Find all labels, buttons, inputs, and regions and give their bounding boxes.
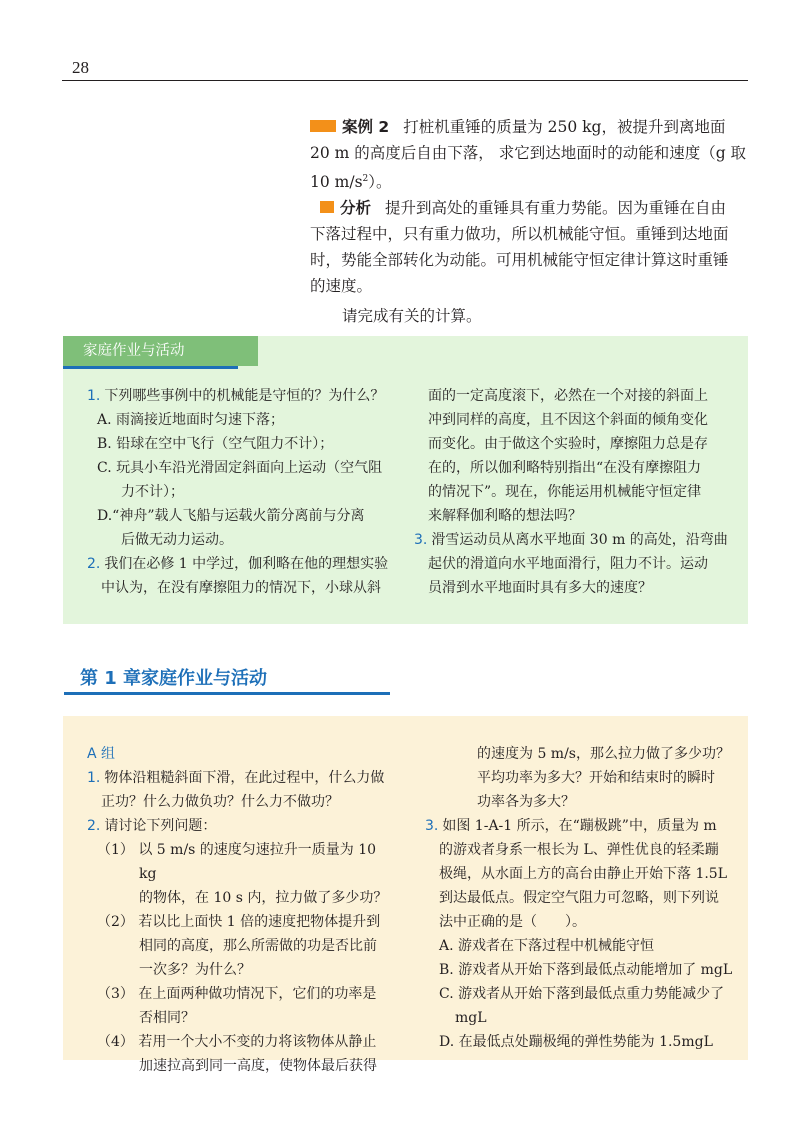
question-2-cont: 冲到同样的高度，且不因这个斜面的倾角变化 xyxy=(428,412,708,428)
example-text-3: 10 m/s xyxy=(310,173,363,192)
question-3-cont: 的游戏者身系一根长为 L、弹性优良的轻柔蹦 xyxy=(439,842,719,858)
example-line-3 xyxy=(310,166,750,195)
orange-bar-icon xyxy=(310,120,336,132)
question-3-cont: 法中正确的是（ ）。 xyxy=(439,914,586,930)
question-1 xyxy=(87,384,407,408)
question-3 xyxy=(425,814,735,838)
sub-question-3-cont: 否相同？ xyxy=(139,1010,195,1026)
sub-question-2-cont: 相同的高度，那么所需做的功是否比前 xyxy=(139,938,377,954)
analysis-text-3: 时，势能全部转化为动能。可用机械能守恒定律计算这时重锤 xyxy=(310,251,729,270)
question-2 xyxy=(87,552,407,576)
question-number: 1. xyxy=(87,770,101,786)
page-number: 28 xyxy=(72,58,89,77)
question-2-cont: 的情况下”。现在，你能运用机械能守恒定律 xyxy=(428,484,702,500)
option-b: B. 铅球在空中飞行（空气阻力不计）； xyxy=(97,436,334,452)
option-b: B. 游戏者从开始下落到最低点动能增加了 mgL xyxy=(439,962,733,978)
sub-question-4-cont: 平均功率为多大？开始和结束时的瞬时 xyxy=(477,770,715,786)
home-activity-box xyxy=(63,336,748,624)
option-c-cont: 力不计）； xyxy=(121,484,184,500)
question-text: 我们在必修 1 中学过，伽利略在他的理想实验 xyxy=(104,556,389,572)
question-2-cont: 来解释伽利略的想法吗？ xyxy=(428,508,582,524)
analysis-text-4: 的速度。 xyxy=(310,277,373,296)
analysis-line-1 xyxy=(310,195,750,221)
question-2-cont: 在的，所以伽利略特别指出“在没有摩擦阻力 xyxy=(428,460,702,476)
example-text-1: 打桩机重锤的质量为 250 kg，被提升到离地面 xyxy=(403,118,726,136)
chapter-section-title: 第 1 章家庭作业与活动 xyxy=(80,668,268,689)
question-3 xyxy=(414,528,733,552)
question-2-cont: 而变化。由于做这个实验时，摩擦阻力总是存 xyxy=(428,436,708,452)
chapter-section-rule xyxy=(64,692,390,695)
sub-question-2-cont: 一次多？为什么？ xyxy=(139,962,251,978)
question-number: 1. xyxy=(87,388,101,404)
question-number: 2. xyxy=(87,556,101,572)
exponent: 2 xyxy=(362,174,369,184)
home-activity-right-column xyxy=(414,384,733,600)
option-d: D. 在最低点处蹦极绳的弹性势能为 1.5mgL xyxy=(439,1034,713,1050)
analysis-tag: 分析 xyxy=(340,199,372,218)
sub-question-1: （1） 以 5 m/s 的速度匀速拉升一质量为 10 kg xyxy=(97,842,377,882)
question-number: 3. xyxy=(414,532,428,548)
chapter-left-column xyxy=(87,742,397,1078)
instruction: 请完成有关的计算。 xyxy=(342,307,482,326)
question-3-cont: 极绳，从水面上方的高台由静止开始下落 1.5L xyxy=(439,866,728,882)
question-1-cont: 正功？什么力做负功？什么力不做功？ xyxy=(101,794,339,810)
question-3-cont: 员滑到水平地面时具有多大的速度？ xyxy=(428,580,652,596)
question-text: 如图 1-A-1 所示，在“蹦极跳”中，质量为 m xyxy=(442,818,717,834)
option-a: A. 雨滴接近地面时匀速下落； xyxy=(97,412,285,428)
sub-question-3: （3） 在上面两种做功情况下，它们的功率是 xyxy=(97,986,377,1002)
question-1 xyxy=(87,766,397,790)
question-text: 请讨论下列问题： xyxy=(104,818,217,834)
sub-question-4-cont: 的速度为 5 m/s，那么拉力做了多少功？ xyxy=(477,746,730,762)
header-rule xyxy=(62,80,748,81)
home-activity-left-column xyxy=(87,384,407,600)
group-label: A 组 xyxy=(87,746,116,762)
example-line-1 xyxy=(310,114,750,140)
option-c: C. 游戏者从开始下落到最低点重力势能减少了 xyxy=(439,986,725,1002)
question-number: 2. xyxy=(87,818,101,834)
example-tag: 案例 2 xyxy=(342,118,390,136)
question-3-cont: 到达最低点。假定空气阻力可忽略，则下列说 xyxy=(439,890,719,906)
chapter-right-column xyxy=(425,742,735,1054)
example-text-3-end: ）。 xyxy=(368,173,392,192)
question-text: 滑雪运动员从离水平地面 30 m 的高处，沿弯曲 xyxy=(431,532,728,548)
chapter-exercises-box xyxy=(63,716,748,1074)
option-c: C. 玩具小车沿光滑固定斜面向上运动（空气阻 xyxy=(97,460,383,476)
sub-question-4-cont: 加速拉高到同一高度，使物体最后获得 xyxy=(139,1058,377,1074)
option-a: A. 游戏者在下落过程中机械能守恒 xyxy=(439,938,655,954)
sub-question-1-cont: 的物体，在 10 s 内，拉力做了多少功？ xyxy=(139,890,388,906)
question-2-cont: 中认为，在没有摩擦阻力的情况下，小球从斜 xyxy=(101,580,381,596)
analysis-text-1: 提升到高处的重锤具有重力势能。因为重锤在自由 xyxy=(385,199,727,218)
option-d: D.“神舟”载人飞船与运载火箭分离前与分离 xyxy=(97,508,365,524)
question-3-cont: 起伏的滑道向水平地面滑行，阻力不计。运动 xyxy=(428,556,708,572)
analysis-text-2: 下落过程中，只有重力做功，所以机械能守恒。重锤到达地面 xyxy=(310,225,729,244)
question-text: 物体沿粗糙斜面下滑，在此过程中，什么力做 xyxy=(104,770,385,786)
orange-square-icon xyxy=(320,201,334,213)
sub-question-2: （2） 若以比上面快 1 倍的速度把物体提升到 xyxy=(97,914,381,930)
question-text: 下列哪些事例中的机械能是守恒的？为什么？ xyxy=(104,388,385,404)
home-activity-title: 家庭作业与活动 xyxy=(63,336,258,366)
option-c-cont: mgL xyxy=(455,1010,487,1026)
question-number: 3. xyxy=(425,818,439,834)
example-text-2: 20 m 的高度后自由下落， 求它到达地面时的动能和速度（g 取 xyxy=(310,144,747,162)
sub-question-4: （4） 若用一个大小不变的力将该物体从静止 xyxy=(97,1034,377,1050)
example-block xyxy=(310,114,750,329)
title-underline xyxy=(63,366,238,369)
sub-question-4-cont: 功率各为多大？ xyxy=(477,794,575,810)
question-2-cont: 面的一定高度滚下，必然在一个对接的斜面上 xyxy=(428,388,708,404)
question-2 xyxy=(87,814,397,838)
option-d-cont: 后做无动力运动。 xyxy=(121,532,233,548)
